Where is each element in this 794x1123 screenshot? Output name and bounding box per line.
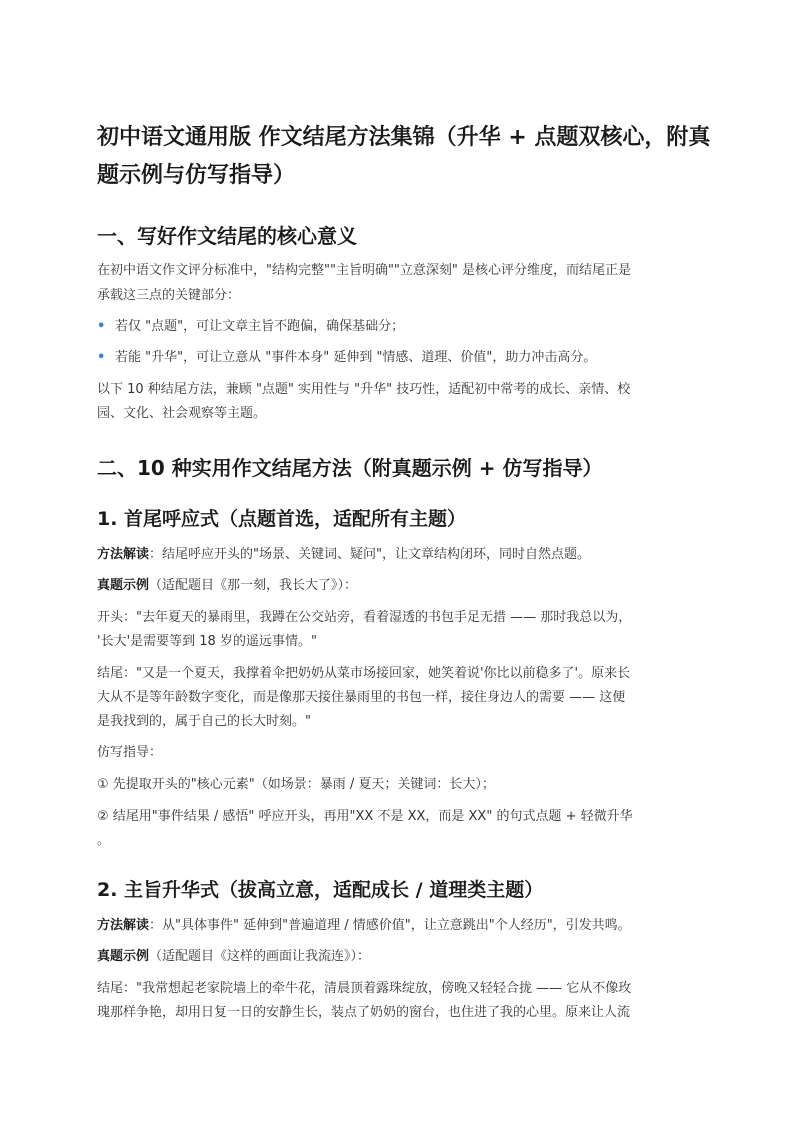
guide-step-1: ① 先提取开头的"核心元素"（如场景：暴雨 / 夏天；关键词：长大）； <box>97 777 495 792</box>
opening-line-2: '长大'是需要等到 18 岁的遥远事情。" <box>97 634 317 649</box>
method-1-explain <box>97 545 590 565</box>
explain-label: 方法解读 <box>97 918 150 933</box>
guide-step-2-end: 。 <box>97 833 111 848</box>
bullet-icon: • <box>97 350 106 365</box>
method-2-ending-line-1: 结尾："我常想起老家院墙上的牵牛花，清晨顶着露珠绽放，傍晚又轻轻合拢 —— 它从不像玫 <box>97 981 632 996</box>
explain-text: ：从"具体事件" 延伸到"普遍道理 / 情感价值"，让立意跳出"个人经历"，引发共鸣。 <box>149 918 631 933</box>
bullet-icon: • <box>97 319 106 334</box>
explain-label: 方法解读 <box>97 547 150 562</box>
section-heading-significance: 一、写好作文结尾的核心意义 <box>97 224 357 248</box>
document-title: 初中语文通用版 作文结尾方法集锦（升华 + 点题双核心，附真题示例与仿写指导） <box>97 125 711 188</box>
intro-line-2: 承载这三点的关键部分： <box>97 288 241 303</box>
method-1-example <box>97 576 357 596</box>
ending-line-1: 结尾："又是一个夏天，我撑着伞把奶奶从菜市场接回家，她笑着说'你比以前稳多了'。原来长 <box>97 666 631 681</box>
opening-line-1: 开头："去年夏天的暴雨里，我蹲在公交站旁，看着湿透的书包手足无措 —— 那时我总以为， <box>97 610 632 625</box>
guide-step-2: ② 结尾用"事件结果 / 感悟" 呼应开头，再用"XX 不是 XX，而是 XX" 的句式点题 + 轻微升华 <box>97 809 633 824</box>
list-item <box>97 317 404 337</box>
explain-text: ：结尾呼应开头的"场景、关键词、疑问"，让文章结构闭环，同时自然点题。 <box>149 547 590 562</box>
method-2-ending-line-2: 瑰那样争艳，却用日复一日的安静生长，装点了奶奶的窗台，也住进了我的心里。原来让人流 <box>97 1005 631 1020</box>
method-2-explain <box>97 916 631 936</box>
example-text: （适配题目《那一刻，我长大了》）： <box>149 578 358 593</box>
ending-line-2: 大从不是等年龄数字变化，而是像那天接住暴雨里的书包一样，接住身边人的需要 —— 这便 <box>97 690 626 705</box>
method-2-example <box>97 947 370 967</box>
intro-line-1: 在初中语文作文评分标准中，"结构完整""主旨明确""立意深刻" 是核心评分维度，而结尾正是 <box>97 263 632 278</box>
list-item <box>97 348 596 368</box>
example-label: 真题示例 <box>97 578 150 593</box>
method-1-heading: 1. 首尾呼应式（点题首选，适配所有主题） <box>97 508 467 530</box>
list-item-text: 若仅 "点题"，可让文章主旨不跑偏，确保基础分； <box>115 319 405 334</box>
summary-line-2: 园、文化、社会观察等主题。 <box>97 406 267 421</box>
section-heading-methods: 二、10 种实用作文结尾方法（附真题示例 + 仿写指导） <box>97 456 603 480</box>
guide-label: 仿写指导： <box>97 745 163 760</box>
example-label: 真题示例 <box>97 949 150 964</box>
example-text: （适配题目《这样的画面让我流连》）： <box>149 949 371 964</box>
list-item-text: 若能 "升华"，可让立意从 "事件本身" 延伸到 "情感、道理、价值"，助力冲击高分。 <box>115 350 597 365</box>
summary-line-1: 以下 10 种结尾方法，兼顾 "点题" 实用性与 "升华" 技巧性，适配初中常考的成长、亲情、校 <box>97 382 631 397</box>
ending-line-3: 是我找到的，属于自己的长大时刻。" <box>97 714 311 729</box>
method-2-heading: 2. 主旨升华式（拔高立意，适配成长 / 道理类主题） <box>97 879 544 901</box>
